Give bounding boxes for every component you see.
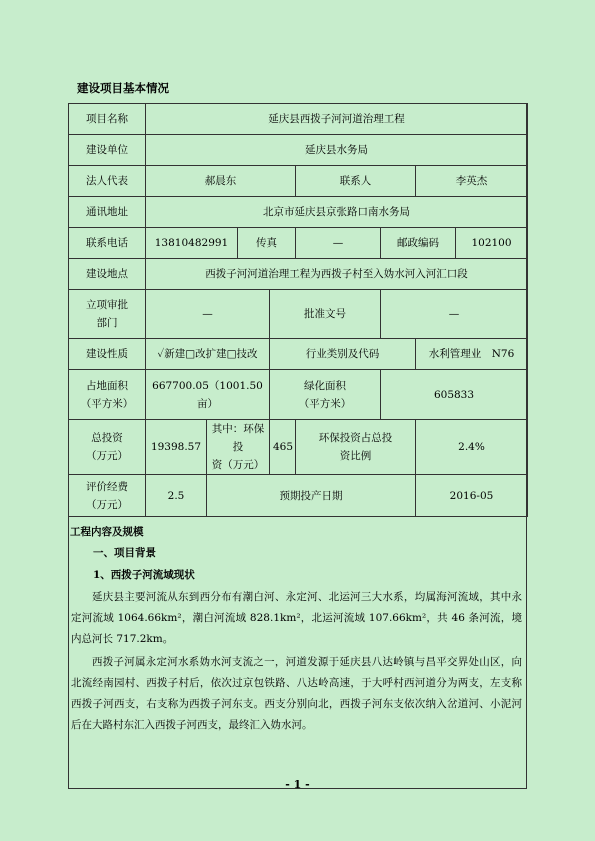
postcode-label: 邮政编码 (381, 228, 456, 259)
project-name-label: 项目名称 (69, 104, 146, 135)
content-heading: 工程内容及规模 (70, 526, 144, 538)
table-row (69, 135, 528, 166)
industry-label: 行业类别及代码 (270, 339, 416, 370)
paragraph-1: 延庆县主要河流从东到西分布有潮白河、永定河、北运河三大水系，均属海河流域，其中永定河流域 1064.66km²，潮白河流域 828.1km²，北运河流域 107.66km²，共 46 条河流，境内总河长 717.2km。 (71, 591, 522, 645)
env-invest-label (207, 420, 270, 475)
env-invest-label-line-1: 其中：环保投 (211, 423, 265, 453)
table-row (69, 290, 528, 339)
area-value: 667700.05（1001.50 亩） (146, 370, 270, 420)
table-row (69, 420, 528, 475)
location-label: 建设地点 (69, 259, 146, 290)
project-name-value: 延庆县西拨子河河道治理工程 (146, 104, 528, 135)
nature-value: ✓新建□改扩建□技改 (146, 339, 270, 370)
approval-no-value: — (381, 290, 528, 339)
unit-label: 建设单位 (69, 135, 146, 166)
nature-label: 建设性质 (69, 339, 146, 370)
address-value: 北京市延庆县京张路口南水务局 (146, 197, 528, 228)
basin-status-heading: 1、西拨子河流域现状 (93, 569, 195, 581)
approval-label-line-2: 部门 (96, 317, 118, 329)
legal-rep-label: 法人代表 (69, 166, 146, 197)
invest-label-line-2: （万元） (86, 450, 128, 462)
contact-label: 联系人 (296, 166, 416, 197)
green-label-line-2: （平方米） (298, 397, 352, 410)
ratio-label-line-1: 环保投资占总投 (318, 432, 393, 444)
ratio-label-line-2: 资比例 (339, 450, 372, 462)
eval-label (69, 475, 146, 517)
fax-value: — (296, 228, 381, 259)
invest-value: 19398.57 (146, 420, 207, 475)
table-row (69, 104, 528, 135)
project-info-table (68, 103, 528, 517)
eval-label-line-1: 评价经费 (86, 480, 128, 493)
area-label-line-2: （平方米） (80, 397, 134, 410)
phone-label: 联系电话 (69, 228, 146, 259)
area-label (69, 370, 146, 420)
industry-value: 水利管理业 N76 (416, 339, 528, 370)
invest-label-line-1: 总投资 (91, 432, 123, 444)
approval-no-label: 批准文号 (270, 290, 381, 339)
green-label (270, 370, 381, 420)
unit-value: 延庆县水务局 (146, 135, 528, 166)
env-invest-label-line-2: 资（万元） (211, 459, 265, 471)
ratio-value: 2.4% (416, 420, 528, 475)
approval-dept-value: — (146, 290, 270, 339)
table-row (69, 166, 528, 197)
section-title: 建设项目基本情况 (77, 81, 169, 95)
address-label: 通讯地址 (69, 197, 146, 228)
approval-dept-label (69, 290, 146, 339)
date-label: 预期投产日期 (207, 475, 416, 517)
postcode-value: 102100 (456, 228, 528, 259)
table-row (69, 197, 528, 228)
table-row (69, 228, 528, 259)
table-row (69, 370, 528, 420)
approval-label-line-1: 立项审批 (86, 299, 128, 311)
table-row (69, 259, 528, 290)
project-content (69, 522, 526, 736)
eval-label-line-2: （万元） (86, 498, 128, 511)
page-number: - 1 - (285, 778, 310, 791)
contact-value: 李英杰 (416, 166, 528, 197)
table-row (69, 339, 528, 370)
paragraph-2: 西拨子河属永定河水系妫水河支流之一，河道发源于延庆县八达岭镇与昌平交界处山区，向北流经南园村、西拨子村后，依次过京包铁路、八达岭高速，于大呼村西河道分为两支，左支称西拨子河西支，右支称为西拨子河东支。西支分别向北，西拨子河东支依次纳入岔道河、小泥河后在大路村东汇入西拨子河西支，最终汇入妫水河。 (71, 656, 522, 731)
phone-value: 13810482991 (146, 228, 238, 259)
green-value: 605833 (381, 370, 528, 420)
date-value: 2016-05 (416, 475, 528, 517)
fax-label: 传真 (238, 228, 296, 259)
invest-label (69, 420, 146, 475)
area-label-line-1: 占地面积 (86, 379, 128, 392)
env-invest-value: 465 (270, 420, 296, 475)
green-label-line-1: 绿化面积 (304, 379, 346, 392)
table-row (69, 475, 528, 517)
eval-value: 2.5 (146, 475, 207, 517)
location-value: 西拨子河河道治理工程为西拨子村至入妫水河入河汇口段 (146, 259, 528, 290)
background-heading: 一、项目背景 (93, 547, 156, 559)
ratio-label (296, 420, 416, 475)
legal-rep-value: 郝晨东 (146, 166, 296, 197)
